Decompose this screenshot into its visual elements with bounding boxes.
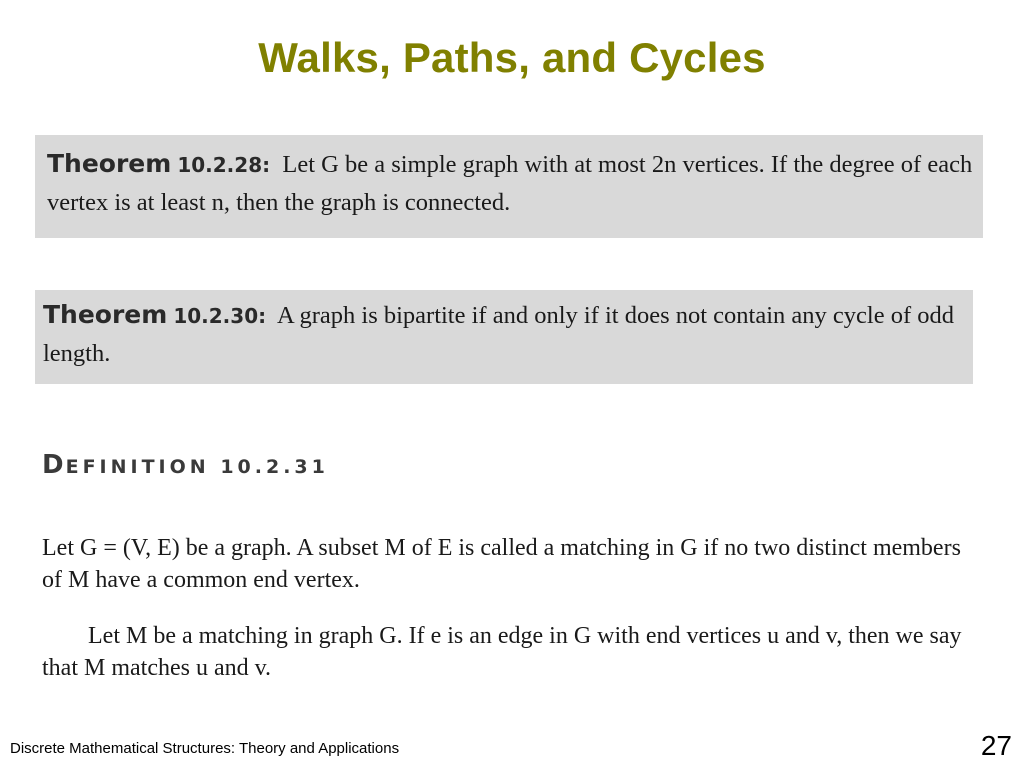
footer-text: Discrete Mathematical Structures: Theory and Applications [10, 740, 400, 757]
definition-heading [42, 450, 329, 480]
theorem-label: Theorem [43, 300, 168, 329]
slide-title: Walks, Paths, and Cycles [258, 34, 766, 81]
theorem-box-10-2-28 [35, 135, 983, 238]
definition-label-initial: D [42, 450, 66, 480]
theorem-box-10-2-30 [35, 290, 973, 384]
theorem-text: A graph is bipartite if and only if it does not contain any cycle of odd length. [43, 302, 955, 367]
page-number: 27 [980, 730, 1012, 761]
definition-paragraph-2: Let M be a matching in graph G. If e is an edge in G with end vertices u and v, then we say that M matches u and v. [42, 623, 962, 681]
theorem-number: 10.2.28: [177, 153, 271, 177]
theorem-label: Theorem [47, 149, 172, 178]
definition-label-rest: EFINITION [65, 456, 210, 478]
theorem-number: 10.2.30: [173, 304, 267, 328]
definition-paragraph-1: Let G = (V, E) be a graph. A subset M of E is called a matching in G if no two distinct members of M have a common end vertex. [42, 535, 961, 593]
definition-number: 10.2.31 [220, 456, 329, 478]
theorem-text: Let G be a simple graph with at most 2n vertices. If the degree of each vertex is at least n, then the graph is connected. [47, 151, 973, 216]
